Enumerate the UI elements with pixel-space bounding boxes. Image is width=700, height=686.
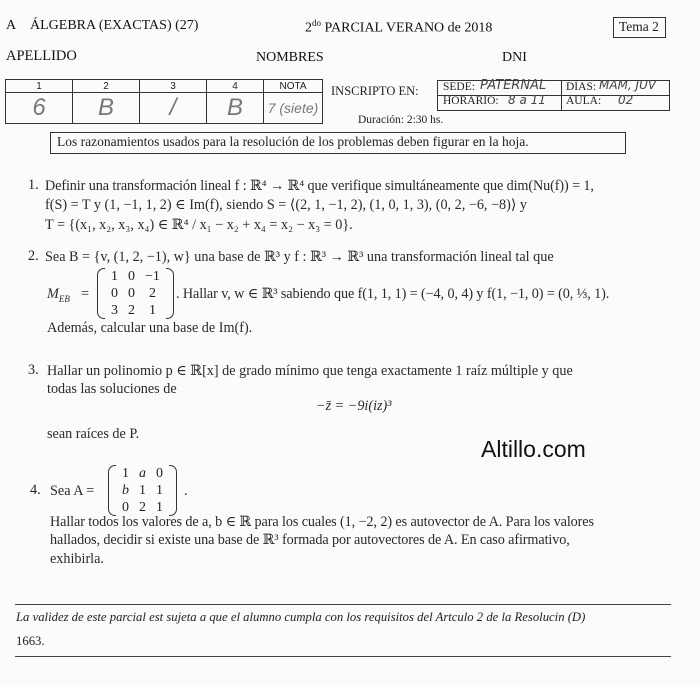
- footer-bottom-rule: [15, 656, 671, 657]
- grade-header-2: 2: [73, 80, 140, 93]
- m-cell-23: 2: [148, 286, 156, 301]
- m-cell-31: 3: [111, 303, 118, 318]
- matrix-m-eb: [97, 268, 174, 319]
- matrix-a: [108, 465, 177, 516]
- problem-3-line-1: Hallar un polinomio p ∈ ℝ[x] de grado mínimo que tenga exactamente 1 raíz múltiple y que: [47, 363, 573, 379]
- tema-box: [613, 17, 666, 38]
- m-cell-13: −1: [145, 269, 160, 284]
- problem-4-line-2: hallados, decidir si existe una base de ℝ³ formada por autovectores de A. En caso afirmativo,: [50, 532, 570, 548]
- problem-1-line-1: Definir una transformación lineal f : ℝ⁴ → ℝ⁴ que verifique simultáneamente que dim(Nu(f)) = 1,: [45, 178, 594, 194]
- matrix-a-left-bracket: [108, 465, 116, 516]
- problem-1-line-2: f(S) = T y (1, −1, 1, 2) ∈ Im(f), siendo S = ⟨(2, 1, −1, 2), (1, 0, 1, 3), (0, 2, −6, −8)⟩ y: [45, 197, 528, 213]
- dias-value: MAM, JUV: [599, 78, 657, 92]
- aula-value: 02: [618, 93, 634, 107]
- a-cell-21: b: [122, 483, 129, 498]
- grade-table-value-row: [6, 93, 323, 124]
- horario-value: 8 a 11: [508, 93, 546, 107]
- m-cell-12: 0: [128, 269, 135, 284]
- a-cell-33: 1: [156, 500, 163, 515]
- tema-box-label: Tema 2: [619, 19, 659, 34]
- exam-ordinal-sup: do: [312, 18, 321, 28]
- problem-2-line-1: Sea B = {v, (1, 2, −1), w} una base de ℝ³ y f : ℝ³ → ℝ³ una transformación lineal tal que: [45, 249, 554, 265]
- matrix-m-subscript: EB: [58, 293, 70, 304]
- problem-3-line-3: sean raíces de P.: [47, 426, 140, 442]
- a-cell-32: 2: [139, 500, 146, 515]
- nombres-label: NOMBRES: [256, 50, 324, 65]
- m-cell-22: 0: [128, 286, 135, 301]
- a-cell-13: 0: [156, 466, 163, 481]
- grade-table-header-row: [6, 80, 323, 93]
- exam-ordinal: 2: [305, 20, 312, 36]
- problem-4-sea: Sea A =: [50, 483, 95, 499]
- grade-value-2: B: [73, 93, 140, 124]
- m-cell-32: 2: [128, 303, 135, 318]
- grade-value-4: B: [207, 93, 264, 124]
- matrix-m-letter: M: [47, 286, 59, 302]
- matrix-m-left-bracket: [97, 268, 105, 319]
- aula-label: AULA:: [566, 95, 602, 107]
- course-title: ÁLGEBRA (EXACTAS) (27): [30, 18, 199, 33]
- problem-2-line-3: Además, calcular una base de Im(f).: [47, 320, 253, 336]
- altillo-watermark: Altillo.com: [481, 436, 586, 462]
- sede-value: PATERNAL: [480, 78, 547, 93]
- grade-header-nota: NOTA: [264, 80, 323, 93]
- m-cell-33: 1: [148, 303, 156, 318]
- grade-header-4: 4: [207, 80, 264, 93]
- footer-line-2: 1663.: [16, 634, 45, 648]
- dni-label: DNI: [502, 50, 527, 65]
- a-cell-31: 0: [122, 500, 129, 515]
- grade-value-nota: 7 (siete): [264, 93, 323, 124]
- apellido-label: APELLIDO: [6, 48, 77, 64]
- grade-header-3: 3: [140, 80, 207, 93]
- matrix-a-right-bracket: [169, 465, 177, 516]
- problem-4-line-3: exhibirla.: [50, 551, 104, 567]
- problem-3-equation: −z̄ = −9i(iz)³: [316, 398, 392, 414]
- grade-value-1: 6: [6, 93, 73, 124]
- problem-1-line-3: T = {(x₁, x₂, x₃, x₄) ∈ ℝ⁴ / x₁ − x₂ + x₄ = x₂ − x₃ = 0}.: [45, 217, 353, 233]
- duracion-text: Duración: 2:30 hs.: [358, 114, 444, 126]
- footer-top-rule: [15, 604, 671, 605]
- exam-title: [305, 18, 492, 37]
- inscripto-label: INSCRIPTO EN:: [331, 84, 419, 98]
- a-cell-23: 1: [156, 483, 163, 498]
- problem-4-number: 4.: [30, 482, 41, 498]
- footer-line-1: La validez de este parcial est sujeta a que el alumno cumpla con los requisitos del Artculo 2 de la Resolucin (D): [16, 610, 586, 624]
- matrix-m-label: [47, 285, 70, 309]
- enrollment-box: [437, 80, 670, 111]
- a-cell-11: 1: [122, 466, 129, 481]
- grade-value-3: /: [140, 93, 207, 124]
- grade-header-1: 1: [6, 80, 73, 93]
- problem-3-line-2: todas las soluciones de: [47, 381, 177, 397]
- problem-2-line-2: . Hallar v, w ∈ ℝ³ sabiendo que f(1, 1, 1) = (−4, 0, 4) y f(1, −1, 0) = (0, ⅓, 1).: [176, 286, 610, 302]
- grade-table: [5, 79, 323, 124]
- notice-text: Los razonamientos usados para la resolución de los problemas deben figurar en la hoja.: [57, 134, 529, 149]
- tema-letter: A: [6, 18, 17, 33]
- matrix-m-equals: =: [81, 286, 90, 302]
- m-cell-21: 0: [111, 286, 118, 301]
- notice-box: [50, 132, 626, 154]
- problem-4-dot: .: [184, 483, 188, 499]
- matrix-m-right-bracket: [166, 268, 174, 319]
- a-cell-22: 1: [139, 483, 146, 498]
- m-cell-11: 1: [111, 269, 118, 284]
- dias-label: DÍAS:: [566, 81, 597, 93]
- problem-3-number: 3.: [28, 362, 39, 378]
- problem-1-number: 1.: [28, 177, 39, 193]
- horario-label: HORARIO:: [443, 95, 499, 107]
- sede-label: SEDE:: [443, 81, 475, 93]
- a-cell-12: a: [139, 466, 146, 481]
- problem-4-line-1: Hallar todos los valores de a, b ∈ ℝ para los cuales (1, −2, 2) es autovector de A. Para los valores: [50, 514, 594, 530]
- exam-title-rest: PARCIAL VERANO de 2018: [324, 20, 493, 36]
- problem-2-number: 2.: [28, 248, 39, 264]
